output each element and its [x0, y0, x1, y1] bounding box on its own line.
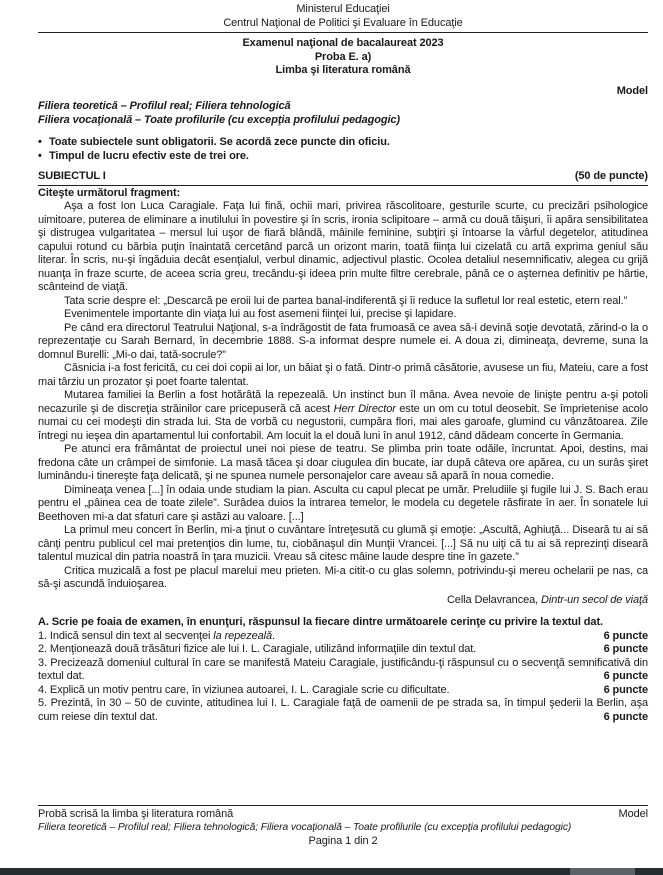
filiera-line-1: Filiera teoretică – Profilul real; Filiera tehnologică — [38, 100, 291, 112]
fragment-paragraph-6: Mutarea familiei la Berlin a fost hotărâtă la repezeală. Un instinct bun îl mâna. Avea nevoie de linişte pentru a-şi potoli necazurile şi de discreţia străinilor care pricepuseră că acest Herr Director este un om cu totul deosebit. Se împrietenise acolo numai cu cei modeşti din strada lui. Sta de vorbă cu negustorii, cumpăra flori, mai ales garoafe, glumind cu vânzătoarea. Zile întregi nu ieşea din apartamentul lui confortabil. Am locuit la el două luni în anul 1912, când dădeam concerte în Germania. — [38, 389, 648, 442]
fragment-paragraph-4: Pe când era directorul Teatrului Naţional, s-a îndrăgostit de fata frumoasă ce avea să-i devină soţie devotată, zărind-o la o reprezentaţie cu Sarah Bernard, în decembrie 1888. S-a informat despre numele ei. A doua zi, dimineaţa, devreme, suna la domnul Burelli: „Mi-o dai, tată-socrule?” — [38, 321, 648, 361]
read-instruction: Citeşte următorul fragment: — [38, 186, 181, 199]
fragment-paragraph-3: Evenimentele importante din viaţa lui au fost asemeni fiinţei lui, precise şi lapidare. — [64, 308, 457, 320]
work-title: Dintr-un secol de viaţă — [541, 593, 648, 606]
rule-bullet-1: • Toate subiectele sunt obligatorii. Se acordă zece puncte din oficiu. — [38, 136, 390, 148]
ministry-line-2: Centrul Naţional de Politici şi Evaluare în Educaţie — [223, 16, 463, 29]
fragment-paragraph-5: Căsnicia i-a fost fericită, cu cei doi copii ai lor, un băiat şi o fată. Dintr-o primă căsătorie, avusese un fiu, Mateiu, care a fost mai târziu un prozator şi poet foarte talentat. — [38, 362, 648, 388]
subject-points: (50 de puncte) — [574, 170, 648, 182]
bullet-icon: • — [38, 136, 42, 148]
question-item-4: 4. Explică un motiv pentru care, în viziunea autoarei, I. L. Caragiale scrie cu dificultate. 6 puncte — [38, 683, 648, 696]
filiera-line-2: Filiera vocaţională – Toate profilurile (cu excepţia profilului pedagogic) — [38, 113, 400, 126]
model-label: Model — [616, 84, 648, 97]
ministry-line-1: Ministerul Educaţiei — [296, 3, 390, 15]
exam-subject: Limba şi literatura română — [275, 64, 411, 76]
exam-title: Examenul naţional de bacalaureat 2023 — [242, 37, 444, 49]
section-a-heading: A. Scrie pe foaia de examen, în enunţuri, răspunsul la fiecare dintre următoarele cerinţe cu privire la textul dat. — [38, 616, 603, 628]
text-fragment — [38, 200, 648, 607]
header-divider — [38, 32, 648, 33]
question-list — [38, 630, 648, 725]
fragment-paragraph-7: Pe atunci era frământat de proiectul unei noi piese de teatru. Se plimba prin toate odăile, încruntat. Apoi, destins, mai fredona câte un crâmpei de simfonie. La masă tăcea şi doar ciugulea din bucate, iar după câteva ore apărea, cu un surâs şiret luminându-i tinereşte faţa delicată, şi ne spunea numele personajelor care aveau să apară în noua comedie. — [38, 443, 648, 482]
points-badge: 6 puncte — [603, 670, 648, 682]
footer-model-label: Model — [618, 807, 648, 820]
author-name: Cella Delavrancea, — [446, 593, 542, 606]
exam-rules — [38, 136, 648, 163]
page-number: Pagina 1 din 2 — [308, 834, 378, 847]
subject-title: SUBIECTUL I — [38, 170, 106, 182]
fragment-paragraph-1: Aşa a fost Ion Luca Caragiale. Faţa lui fină, ochii mari, privirea răscolitoare, gesturile scurte, cu precizări psihologice uimitoare, puterea de eliminare a inutilului în povestire şi în scris, ironia sclipitoare – armă cu două tăişuri, îi apăra sensibilitatea şi distrugea vulgaritatea – mersul lui uşor de fiară blândă, mâinile feminine, subţiri şi întoarse la vârful degetelor, atitudinea capului rotund cu bărbia puţin înaintată cercetând parcă un orizont marin, toată fiinţa lui cizelată cu artă exprima geniul său literar. În scris, nu-şi îngăduia decât esenţialul, verbul dinamic, adjectivul plastic. Ocolea detaliul nesemnificativ, alegea cu grijă nuanţa în fraze scurte, de aceea scria greu, trecându-şi ideea prin multe filtre cerebrale, până ce o aşternea definitiv pe hârtie, scânteind de viaţă. — [38, 200, 648, 293]
question-item-1: 1. Indică sensul din text al secvenţei la repezeală. 6 puncte — [38, 629, 648, 642]
footer-exam-name: Probă scrisă la limba şi literatura română — [38, 807, 234, 820]
question-item-5: 5. Prezintă, în 30 – 50 de cuvinte, atitudinea lui I. L. Caragiale faţă de oamenii de pe strada sa, în timpul şederii la Berlin, aşa cum reiese din textul dat. 6 puncte — [38, 697, 648, 723]
exam-proba: Proba E. a) — [314, 50, 372, 63]
question-item-2: 2. Menţionează două trăsături fizice ale lui I. L. Caragiale, utilizând informaţiile din textul dat. 6 puncte — [38, 643, 648, 655]
points-badge: 6 puncte — [603, 710, 648, 723]
footer-filiera-line: Filiera teoretică – Profilul real; Filiera tehnologică; Filiera vocaţională – Toate profilurile (cu excepţia profilului pedagogic) — [38, 822, 572, 833]
fragment-paragraph-8: Dimineaţa venea [...] în odaia unde studiam la pian. Asculta cu capul plecat pe umăr. Preludiile şi fugile lui J. S. Bach erau pentru el „pâinea cea de toate zilele”. Surâdea duios la intrarea temelor, le modela cu degetele răsfirate în aer. În sonatele lui Beethoven mi-a dat sfaturi care şi astăzi au valoare. [...] — [38, 483, 648, 523]
subject-header — [38, 170, 648, 186]
foreign-phrase: Herr Director — [333, 402, 396, 415]
fragment-paragraph-9: La primul meu concert în Berlin, mi-a ţinut o cuvântare întreţesută cu glumă şi emoţie: „Ascultă, Aghiuţă... Diseară tu ai să cânţi pentru publicul cel mai pretenţios din lume, tu, ciobănaşul din Munţii Vrancei. [...] Să nu uiţi că tu ai să reprezinţi diseară talentul muzical din patria noastră în ţara muzicii. Vreau să citesc mâine laude despre tine în gazete.” — [38, 524, 648, 563]
horizontal-scrollbar-track[interactable] — [0, 868, 663, 875]
bullet-icon: • — [38, 149, 42, 162]
points-badge: 6 puncte — [603, 629, 648, 642]
fragment-paragraph-2: Tata scrie despre el: „Descarcă pe eroii lui de partea banal-indiferentă şi îi reduce la sufletul lor real estetic, etern real.” — [64, 294, 628, 307]
points-badge: 6 puncte — [603, 683, 648, 696]
points-badge: 6 puncte — [603, 643, 648, 655]
source-attribution — [38, 594, 648, 608]
horizontal-scrollbar-thumb[interactable] — [570, 868, 635, 875]
fragment-paragraph-10: Critica muzicală a fost pe placul marelui meu prieten. Mi-a citit-o cu glas solemn, potrivindu-şi mereu ochelarii pe nas, ca să-şi ascundă înduioşarea. — [38, 564, 648, 590]
page-footer — [38, 805, 648, 849]
question-item-3: 3. Precizează domeniul cultural în care se manifestă Mateiu Caragiale, justificându-ţi răspunsul cu o secvenţă semnificativă din textul dat. 6 puncte — [38, 656, 648, 682]
rule-bullet-2: • Timpul de lucru efectiv este de trei ore. — [38, 149, 249, 162]
quoted-sequence: la repezeală — [213, 629, 272, 642]
